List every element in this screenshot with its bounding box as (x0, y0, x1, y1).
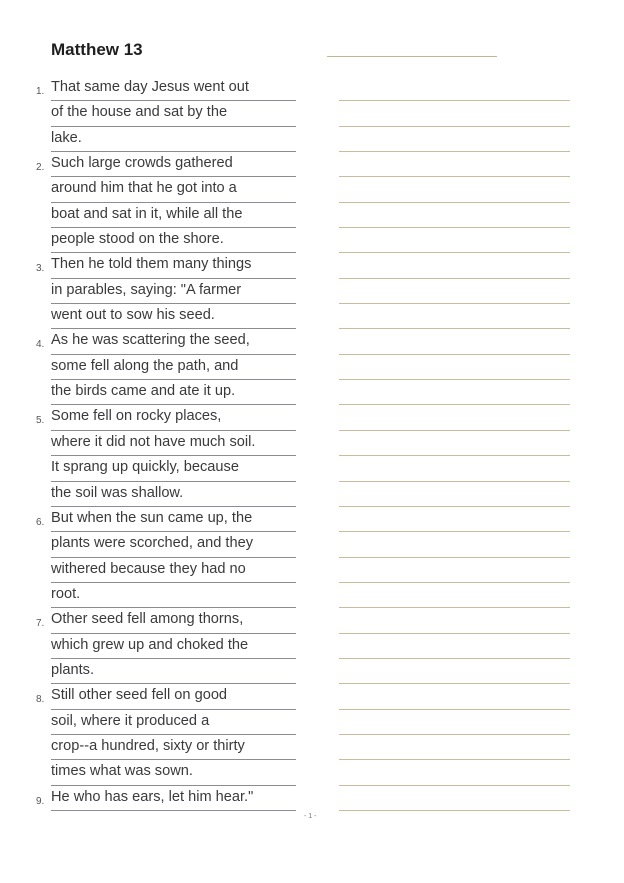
verse-line (51, 532, 296, 557)
verse (36, 152, 296, 253)
verse-line-text: around him that he got into a (51, 180, 237, 197)
practice-line[interactable] (339, 228, 570, 253)
verse (36, 507, 296, 608)
verse-line (36, 329, 296, 354)
practice-line[interactable] (339, 583, 570, 608)
verse-line-text: of the house and sat by the (51, 104, 228, 121)
verse-line-text: the birds came and ate it up. (51, 383, 236, 400)
verse-line (36, 152, 296, 177)
verse-line-text: withered because they had no (51, 560, 246, 577)
verse-line-text: Some fell on rocky places, (51, 408, 222, 425)
verse-line-text: root. (51, 585, 81, 602)
verse-line (51, 482, 296, 507)
verse-line-text: Such large crowds gathered (51, 155, 233, 172)
verse-number: 7. (36, 618, 45, 630)
verse (36, 329, 296, 405)
verse-line-text: soil, where it produced a (51, 712, 210, 729)
verse-number: 8. (36, 694, 45, 706)
name-write-line[interactable] (327, 56, 497, 57)
verse-line (51, 659, 296, 684)
practice-line[interactable] (339, 101, 570, 126)
verse-line (36, 253, 296, 278)
verse-line (51, 583, 296, 608)
verse-line-text: plants. (51, 661, 94, 678)
practice-line[interactable] (339, 253, 570, 278)
verse-line (36, 507, 296, 532)
verse (36, 786, 296, 811)
verse-line (51, 380, 296, 405)
practice-line[interactable] (339, 634, 570, 659)
verse-number: 6. (36, 516, 45, 528)
verse-line (36, 76, 296, 101)
verse-line (51, 735, 296, 760)
practice-line[interactable] (339, 203, 570, 228)
verse-line (51, 431, 296, 456)
verse-line-text: lake. (51, 129, 82, 146)
practice-line[interactable] (339, 279, 570, 304)
verse-line (51, 710, 296, 735)
practice-line[interactable] (339, 659, 570, 684)
verse-number: 9. (36, 795, 45, 807)
verse-line-text: where it did not have much soil. (51, 433, 256, 450)
verse-line (51, 558, 296, 583)
verse-text-column (36, 76, 296, 811)
practice-line[interactable] (339, 760, 570, 785)
practice-line[interactable] (339, 380, 570, 405)
practice-line[interactable] (339, 304, 570, 329)
verse-line-text: went out to sow his seed. (51, 307, 215, 324)
verse-line (36, 684, 296, 709)
practice-line[interactable] (339, 152, 570, 177)
verse-line (51, 456, 296, 481)
practice-line[interactable] (339, 558, 570, 583)
practice-writing-column (339, 76, 570, 811)
verse-line-text: crop--a hundred, sixty or thirty (51, 737, 245, 754)
page-number: - 1 - (304, 813, 317, 820)
verse (36, 405, 296, 506)
verse-number: 5. (36, 415, 45, 427)
practice-line[interactable] (339, 177, 570, 202)
verse-number: 3. (36, 263, 45, 275)
verse-line-text: Other seed fell among thorns, (51, 611, 244, 628)
verse-line-text: As he was scattering the seed, (51, 332, 250, 349)
verse (36, 608, 296, 684)
verse-line (51, 279, 296, 304)
verse-line-text: boat and sat in it, while all the (51, 205, 243, 222)
verse-line-text: some fell along the path, and (51, 357, 239, 374)
practice-line[interactable] (339, 456, 570, 481)
verse-line (51, 177, 296, 202)
verse-line-text: That same day Jesus went out (51, 79, 249, 95)
verse-line-text: It sprang up quickly, because (51, 459, 239, 476)
page-title: Matthew 13 (51, 40, 143, 59)
practice-line[interactable] (339, 329, 570, 354)
verse-line-text: Still other seed fell on good (51, 687, 228, 704)
verse-line-text: the soil was shallow. (51, 484, 184, 501)
verse (36, 76, 296, 152)
verse-line (51, 127, 296, 152)
practice-line[interactable] (339, 532, 570, 557)
verse-number: 4. (36, 339, 45, 351)
verse-line (36, 608, 296, 633)
verse-number: 2. (36, 162, 45, 174)
verse-line-text: He who has ears, let him hear." (51, 788, 254, 805)
verse-line (51, 760, 296, 785)
practice-line[interactable] (339, 507, 570, 532)
verse-line-text: plants were scorched, and they (51, 535, 253, 552)
verse (36, 253, 296, 329)
practice-line[interactable] (339, 431, 570, 456)
verse-line (51, 101, 296, 126)
verse-line-text: which grew up and choked the (51, 636, 249, 653)
verse-line (51, 304, 296, 329)
verse-line-text: people stood on the shore. (51, 231, 224, 248)
practice-line[interactable] (339, 735, 570, 760)
verse-line (51, 355, 296, 380)
practice-line[interactable] (339, 355, 570, 380)
verse-line-text: in parables, saying: "A farmer (51, 281, 242, 298)
verse-line (51, 228, 296, 253)
verse (36, 684, 296, 785)
verse-line (51, 634, 296, 659)
practice-line[interactable] (339, 786, 570, 811)
verse-number: 1. (36, 86, 45, 97)
practice-line[interactable] (339, 405, 570, 430)
verse-line-text: But when the sun came up, the (51, 509, 253, 526)
practice-line[interactable] (339, 684, 570, 709)
practice-line[interactable] (339, 710, 570, 735)
verse-line (36, 786, 296, 811)
verse-line (36, 405, 296, 430)
practice-line[interactable] (339, 482, 570, 507)
verse-line-text: times what was sown. (51, 763, 193, 780)
practice-line[interactable] (339, 76, 570, 101)
practice-line[interactable] (339, 127, 570, 152)
verse-line-text: Then he told them many things (51, 256, 252, 273)
practice-line[interactable] (339, 608, 570, 633)
verse-line (51, 203, 296, 228)
